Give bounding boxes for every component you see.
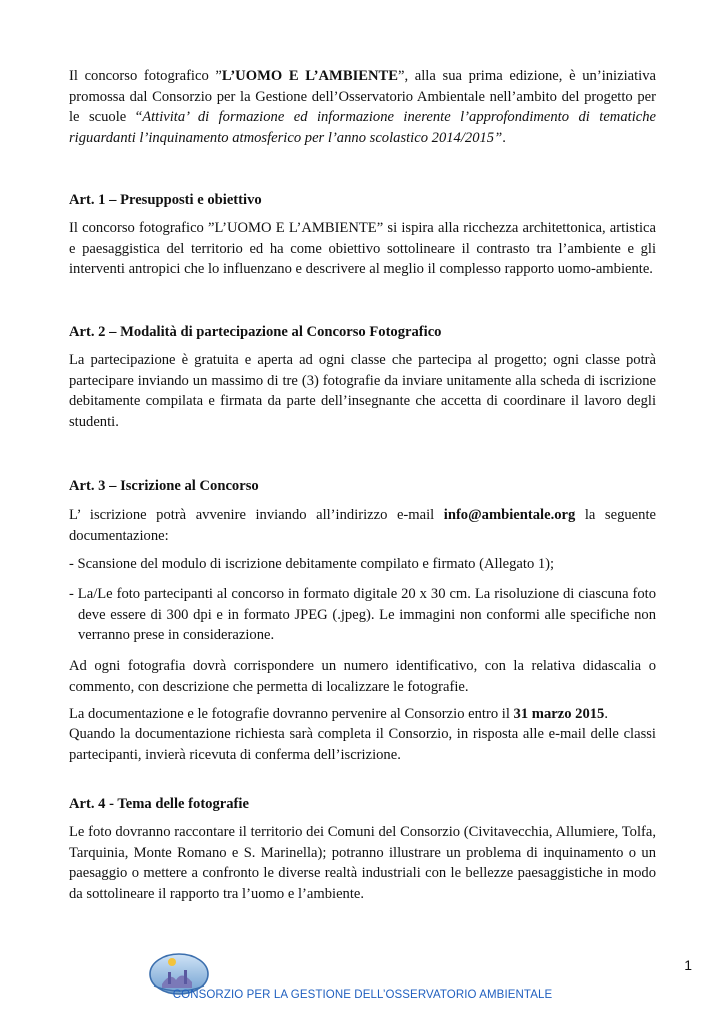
art4-heading: Art. 4 - Tema delle fotografie: [69, 796, 249, 812]
deadline-text-end: .: [604, 706, 608, 722]
contest-title: L’UOMO E L’AMBIENTE: [221, 68, 398, 84]
deadline-date: 31 marzo 2015: [513, 706, 605, 722]
art3-intro-text-end: la seguente documentazione:: [69, 507, 656, 544]
project-title: Attivita’ di formazione ed informazione inerente l’approfondimento di tematiche riguardanti l’inquinamento atmosferico per l’anno scolastico 2014/2015”: [69, 109, 656, 146]
list-item: - Scansione del modulo di iscrizione debitamente compilato e firmato (Allegato 1);: [69, 556, 555, 572]
art3-heading: Art. 3 – Iscrizione al Concorso: [69, 478, 259, 494]
footer-organization: CONSORZIO PER LA GESTIONE DELL’OSSERVATORIO AMBIENTALE: [172, 989, 553, 1001]
art3-deadline-paragraph: [69, 704, 656, 725]
art3-intro-text: L’ iscrizione potrà avvenire inviando all’indirizzo e-mail: [69, 507, 444, 523]
intro-text-middle: ”, alla sua prima edizione, è un’iniziativa promossa dal Consorzio per la Gestione dell’Osservatorio Ambientale nell’ambito del progetto per le scuole “: [69, 68, 656, 125]
art1-heading: Art. 1 – Presupposti e obiettivo: [69, 192, 262, 208]
art3-photo-id-paragraph: Ad ogni fotografia dovrà corrispondere un numero identificativo, con la relativa didascalia o commento, con descrizione che permetta di localizzare le fotografie.: [69, 658, 656, 695]
deadline-text: La documentazione e le fotografie dovranno pervenire al Consorzio entro il: [69, 706, 514, 722]
art1-body: Il concorso fotografico ”L’UOMO E L’AMBIENTE” si ispira alla ricchezza architettonica, artistica e paesaggistica del territorio ed ha come obiettivo sottolineare il contrasto tra l’ambiente e gli interventi antropici che lo influenzano e descrivere al meglio il complesso rapporto uomo-ambiente.: [69, 220, 656, 277]
art3-intro: [69, 505, 656, 546]
page-number: 1: [684, 957, 692, 973]
art2-heading: Art. 2 – Modalità di partecipazione al Concorso Fotografico: [69, 324, 442, 340]
art4-body: Le foto dovranno raccontare il territorio dei Comuni del Consorzio (Civitavecchia, Allumiere, Tolfa, Tarquinia, Monte Romano e S. Marinella); potranno illustrare un problema di inquinamento o un paesaggio o mettere a confronto le diverse realtà industriali con le bellezze paesaggistiche in modo da sottolineare il rapporto tra l’uomo e l’ambiente.: [69, 824, 656, 902]
intro-text-start: Il concorso fotografico ”: [69, 68, 222, 84]
art2-body: La partecipazione è gratuita e aperta ad ogni classe che partecipa al progetto; ogni classe potrà partecipare inviando un massimo di tre (3) fotografie da inviare unitamente alla scheda di iscrizione debitamente compilata e firmata da parte dell’insegnante che accetta di coordinare il lavoro degli studenti.: [69, 352, 656, 430]
intro-paragraph: [69, 66, 656, 148]
list-item: - La/Le foto partecipanti al concorso in formato digitale 20 x 30 cm. La risoluzione di ciascuna foto deve essere di 300 dpi e in formato JPEG (.jpeg). Le immagini non conformi alle specifiche non verranno prese in considerazione.: [69, 586, 656, 643]
email-address: info@ambientale.org: [443, 507, 576, 523]
art3-confirmation-paragraph: Quando la documentazione richiesta sarà completa il Consorzio, in risposta alle e-mail delle classi partecipanti, invierà ricevuta di conferma dell’iscrizione.: [69, 726, 656, 763]
intro-text-end: .: [502, 129, 506, 146]
